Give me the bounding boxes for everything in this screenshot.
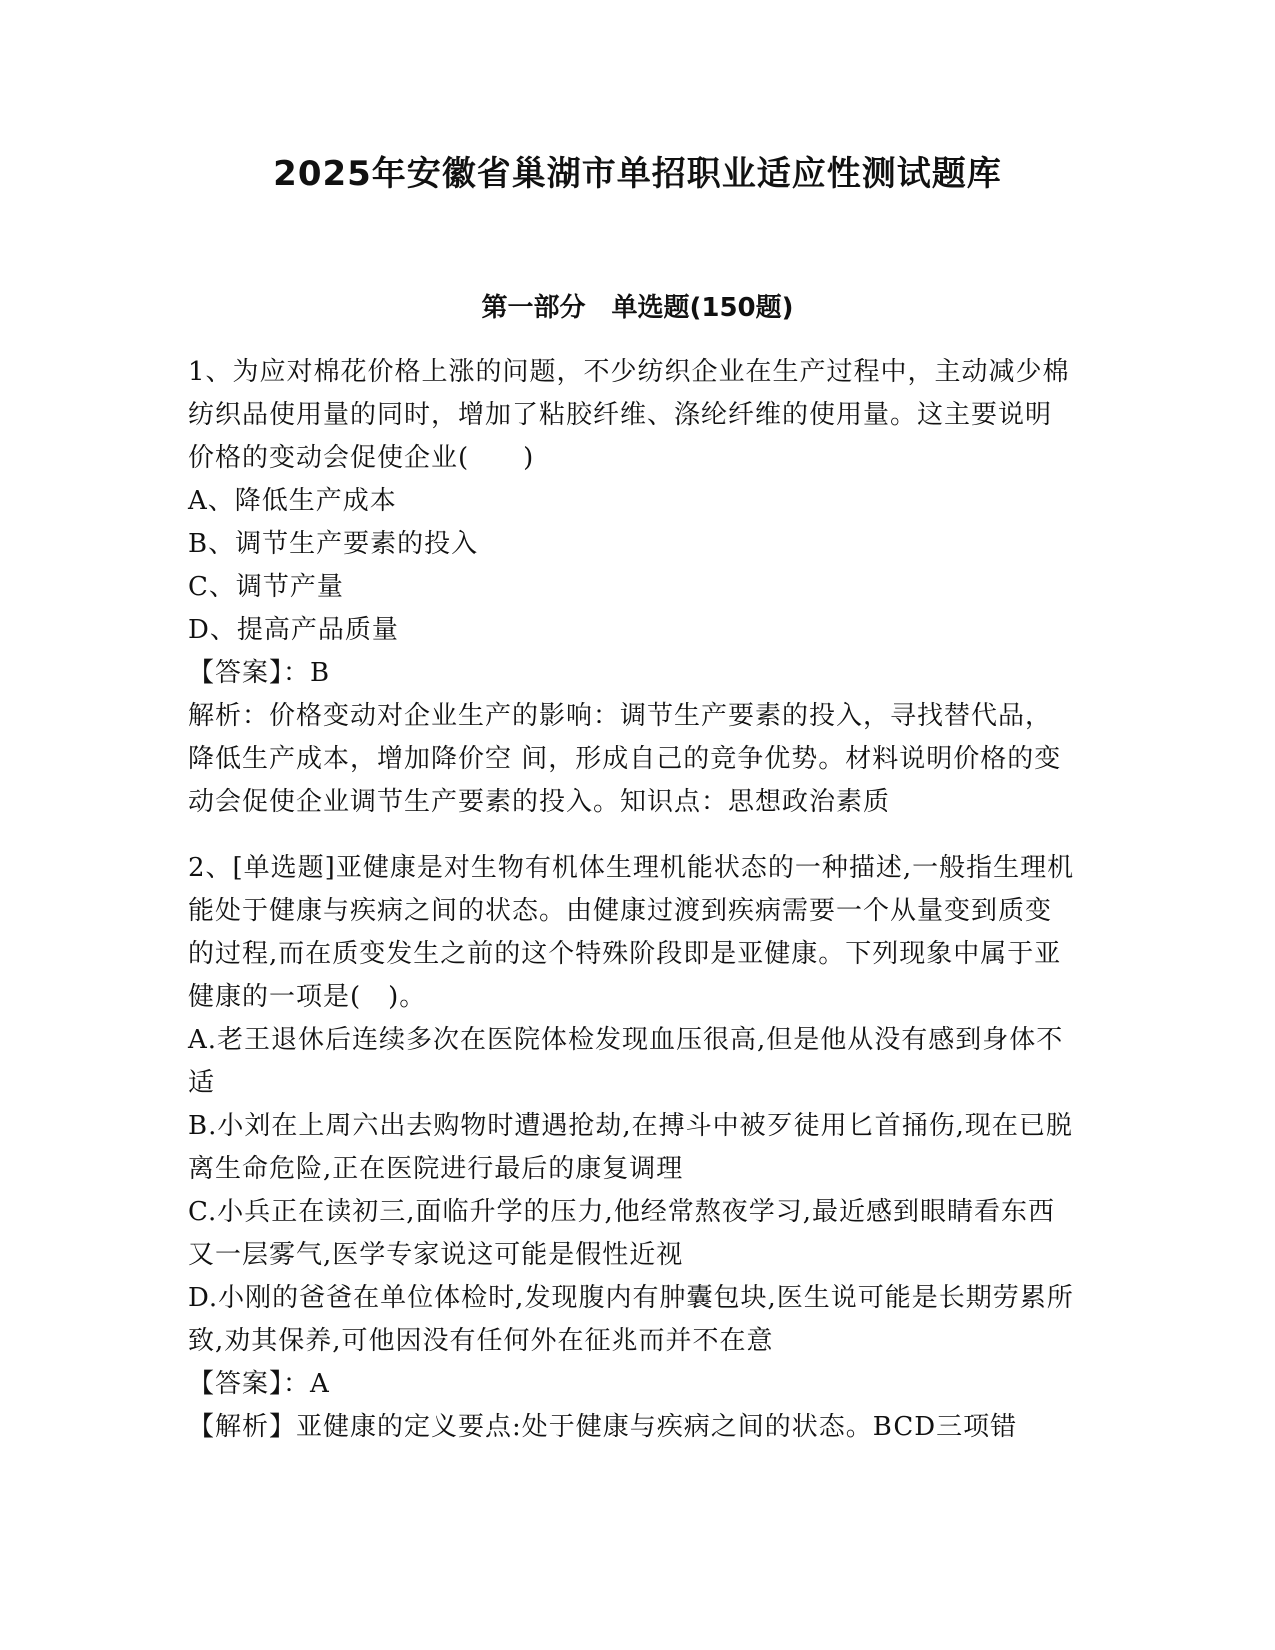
question-block-1 [188, 351, 1078, 824]
analysis-text: 【解析】亚健康的定义要点:处于健康与疾病之间的状态。BCD三项错 [188, 1412, 1018, 1442]
question-stem: 1、为应对棉花价格上涨的问题，不少纺织企业在生产过程中，主动减少棉纺织品使用量的同时，增加了粘胶纤维、涤纶纤维的使用量。这主要说明价格的变动会促使企业( ) [188, 357, 1070, 473]
option-c: C、调节产量 [188, 572, 344, 602]
option-c: C.小兵正在读初三,面临升学的压力,他经常熬夜学习,最近感到眼睛看东西又一层雾气,医学专家说这可能是假性近视 [188, 1197, 1056, 1270]
analysis-text: 解析：价格变动对企业生产的影响：调节生产要素的投入，寻找替代品，降低生产成本，增加降价空 间，形成自己的竞争优势。材料说明价格的变动会促使企业调节生产要素的投入。知识点：思想政治素质 [188, 701, 1062, 817]
option-d: D、提高产品质量 [188, 615, 399, 645]
option-b: B.小刘在上周六出去购物时遭遇抢劫,在搏斗中被歹徒用匕首捅伤,现在已脱离生命危险,正在医院进行最后的康复调理 [188, 1111, 1073, 1184]
option-d: D.小刚的爸爸在单位体检时,发现腹内有肿囊包块,医生说可能是长期劳累所致,劝其保养,可他因没有任何外在征兆而并不在意 [188, 1283, 1074, 1356]
question-block-2 [188, 847, 1078, 1449]
section-heading: 第一部分 单选题(150题) [481, 293, 794, 323]
question-stem: 2、[单选题]亚健康是对生物有机体生理机能状态的一种描述,一般指生理机能处于健康与疾病之间的状态。由健康过渡到疾病需要一个从量变到质变的过程,而在质变发生之前的这个特殊阶段即是亚健康。下列现象中属于亚健康的一项是( )。 [188, 853, 1075, 1012]
option-a: A、降低生产成本 [188, 486, 397, 516]
answer-line: 【答案】：B [188, 658, 331, 688]
document-title: 2025年安徽省巢湖市单招职业适应性测试题库 [273, 154, 1002, 194]
option-a: A.老王退休后连续多次在医院体检发现血压很高,但是他从没有感到身体不适 [188, 1025, 1064, 1098]
option-b: B、调节生产要素的投入 [188, 529, 479, 559]
answer-line: 【答案】：A [188, 1369, 330, 1399]
